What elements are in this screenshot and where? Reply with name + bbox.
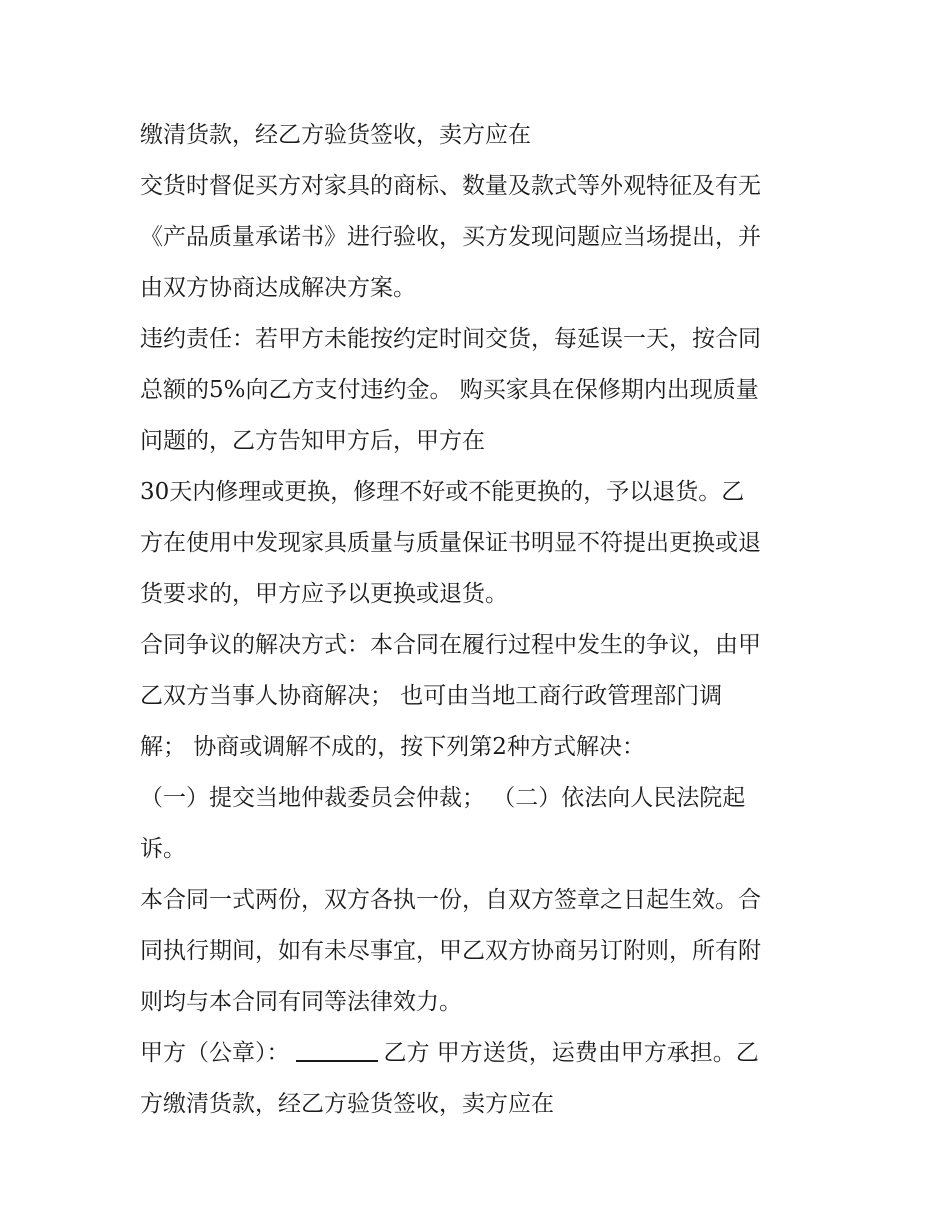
text-line: 违约责任：若甲方未能按约定时间交货，每延误一天，按合同 <box>140 326 761 352</box>
text-line: 诉。 <box>140 836 186 862</box>
text-line: 货要求的，甲方应予以更换或退货。 <box>140 581 508 607</box>
party-a-seal-label: 甲方（公章）： <box>140 1040 290 1066</box>
text-line: 总额的5%向乙方支付违约金。 购买家具在保修期内出现质量 <box>140 377 759 403</box>
text-line: 则均与本合同有同等法律效力。 <box>140 989 462 1015</box>
signature-line <box>140 1028 820 1079</box>
text-line: 方在使用中发现家具质量与质量保证书明显不符提出更换或退 <box>140 530 761 556</box>
text-line: 交货时督促买方对家具的商标、数量及款式等外观特征及有无 <box>140 173 761 199</box>
signature-line-rest: 乙方 甲方送货，运费由甲方承担。乙 <box>383 1040 759 1066</box>
text-line: 合同争议的解决方式：本合同在履行过程中发生的争议，由甲 <box>140 632 761 658</box>
text-line: （一）提交当地仲裁委员会仲裁； （二）依法向人民法院起 <box>140 785 746 811</box>
text-line: 方缴清货款，经乙方验货签收，卖方应在 <box>140 1091 554 1117</box>
text-line: 《产品质量承诺书》进行验收，买方发现问题应当场提出，并 <box>140 224 761 250</box>
text-line: 解； 协商或调解不成的，按下列第2种方式解决： <box>140 734 645 760</box>
signature-blank <box>296 1060 378 1062</box>
text-line: 同执行期间，如有未尽事宜，甲乙双方协商另订附则，所有附 <box>140 938 761 964</box>
text-line: 乙双方当事人协商解决； 也可由当地工商行政管理部门调 <box>140 683 723 709</box>
text-line: 由双方协商达成解决方案。 <box>140 275 416 301</box>
text-line: 问题的，乙方告知甲方后，甲方在 <box>140 428 485 454</box>
contract-text <box>140 110 820 1130</box>
text-line: 30天内修理或更换，修理不好或不能更换的，予以退货。乙 <box>140 479 745 505</box>
text-line: 本合同一式两份，双方各执一份，自双方签章之日起生效。合 <box>140 887 761 913</box>
text-line: 缴清货款，经乙方验货签收，卖方应在 <box>140 122 531 148</box>
